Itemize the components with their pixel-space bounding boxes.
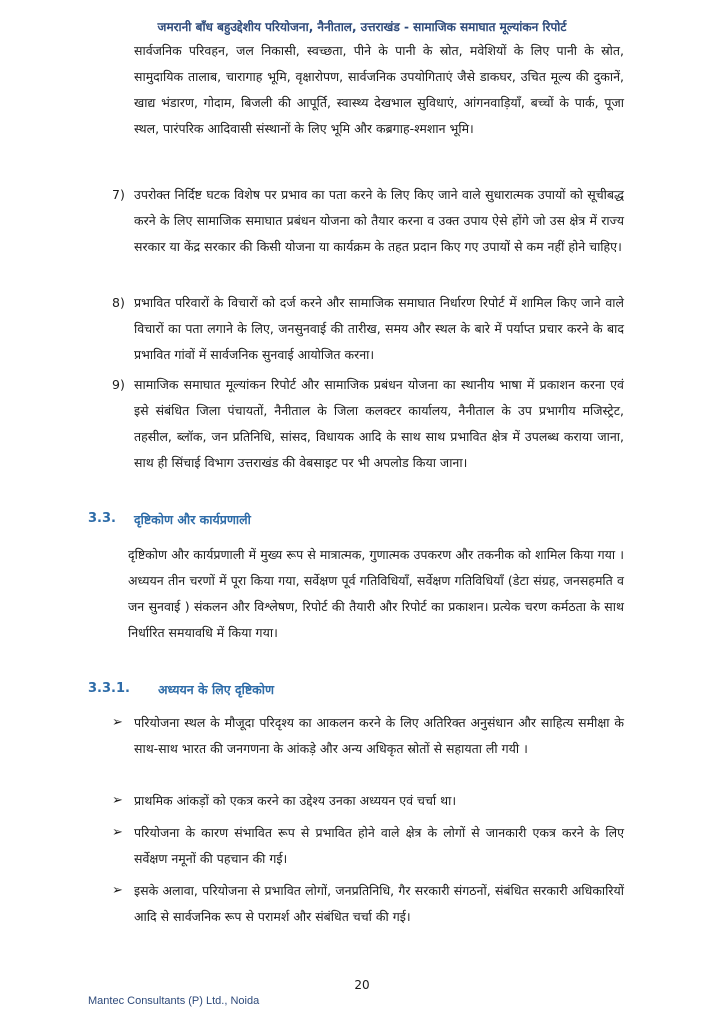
bullet-item: प्राथमिक आंकड़ों को एकत्र करने का उद्देश्य उनका अध्ययन एवं चर्चा था।: [134, 793, 457, 808]
arrow-bullet-icon: ➢: [112, 793, 123, 808]
list-item-number: 7): [112, 187, 125, 202]
list-item-number: 9): [112, 377, 125, 392]
list-item: सामाजिक समाघात मूल्यांकन रिपोर्ट और सामाजिक प्रबंधन योजना का स्थानीय भाषा में प्रकाशन करना एवं इसे संबंधित जिला पंचायतों, नैनीताल के जिला कलक्टर कार्यालय, नैनीताल के उप प्रभागीय मजिस्ट्रेट, तहसील, ब्लॉक, जन प्रतिनिधि, सांसद, विधायक आदि के साथ साथ प्रभावित क्षेत्र में उपलब्ध कराया जाना, साथ ही सिंचाई विभाग उत्तराखंड की वेबसाइट पर भी अपलोड किया जाना।: [134, 377, 624, 470]
arrow-bullet-icon: ➢: [112, 883, 123, 898]
arrow-bullet-icon: ➢: [112, 825, 123, 840]
section-number: 3.3.: [88, 511, 116, 526]
page-header: जमरानी बाँध बहुउद्देशीय परियोजना, नैनीताल, उत्तराखंड - सामाजिक समाघात मूल्यांकन रिपोर्ट: [157, 20, 567, 34]
page-number: 20: [354, 978, 370, 992]
list-item-number: 8): [112, 295, 125, 310]
bullet-item: परियोजना के कारण संभावित रूप से प्रभावित होने वाले क्षेत्र के लोगों से जानकारी एकत्र करने के लिए सर्वेक्षण नमूनों की पहचान की गई।: [134, 825, 624, 866]
page-footer: Mantec Consultants (P) Ltd., Noida: [88, 995, 260, 1007]
intro-paragraph: सार्वजनिक परिवहन, जल निकासी, स्वच्छता, पीने के पानी के स्रोत, मवेशियों के लिए पानी के स्रोत, सामुदायिक तालाब, चारागाह भूमि, वृक्षारोपण, सार्वजनिक उपयोगिताएं जैसे डाकघर, उचित मूल्य की दुकानें, खाद्य भंडारण, गोदाम, बिजली की आपूर्ति, स्वास्थ्य देखभाल सुविधाएं, आंगनवाड़ियाँ, बच्चों के पार्क, पूजा स्थल, पारंपरिक आदिवासी संस्थानों के लिए भूमि और कब्रगाह-श्मशान भूमि।: [134, 43, 624, 136]
section-paragraph: दृष्टिकोण और कार्यप्रणाली में मुख्य रूप से मात्रात्मक, गुणात्मक उपकरण और तकनीक को शामिल किया गया । अध्ययन तीन चरणों में पूरा किया गया, सर्वेक्षण पूर्व गतिविधियाँ, सर्वेक्षण गतिविधियाँ (डेटा संग्रह, जनसहमति व जन सुनवाई ) संकलन और विश्लेषण, रिपोर्ट की तैयारी और रिपोर्ट का प्रकाशन। प्रत्येक चरण कर्मठता के साथ निर्धारित समयावधि में किया गया।: [128, 547, 624, 640]
subsection-title: अध्ययन के लिए दृष्टिकोण: [158, 682, 275, 697]
arrow-bullet-icon: ➢: [112, 715, 123, 730]
section-title: दृष्टिकोण और कार्यप्रणाली: [134, 512, 251, 527]
subsection-number: 3.3.1.: [88, 681, 130, 696]
bullet-item: इसके अलावा, परियोजना से प्रभावित लोगों, जनप्रतिनिधि, गैर सरकारी संगठनों, संबंधित सरकारी अधिकारियों आदि से सार्वजनिक रूप से परामर्श और संबंधित चर्चा की गई।: [134, 883, 624, 924]
list-item: प्रभावित परिवारों के विचारों को दर्ज करने और सामाजिक समाघात निर्धारण रिपोर्ट में शामिल किए जाने वाले विचारों का पता लगाने के लिए, जनसुनवाई की तारीख, समय और स्थल के बारे में पर्याप्त प्रचार करने के बाद प्रभावित गांवों में सार्वजनिक सुनवाई आयोजित करना।: [134, 295, 624, 362]
bullet-item: परियोजना स्थल के मौजूदा परिदृश्य का आकलन करने के लिए अतिरिक्त अनुसंधान और साहित्य समीक्षा के साथ-साथ भारत की जनगणना के आंकड़े और अन्य अधिकृत स्रोतों से सहायता ली गयी ।: [134, 715, 624, 756]
list-item: उपरोक्त निर्दिष्ट घटक विशेष पर प्रभाव का पता करने के लिए किए जाने वाले सुधारात्मक उपायों को सूचीबद्ध करने के लिए सामाजिक समाघात प्रबंधन योजना को तैयार करना व उक्त उपाय ऐसे होंगे जो उस क्षेत्र में राज्य सरकार या केंद्र सरकार की किसी योजना या कार्यक्रम के तहत प्रदान किए गए उपायों से कम नहीं होने चाहिए।: [134, 187, 624, 254]
